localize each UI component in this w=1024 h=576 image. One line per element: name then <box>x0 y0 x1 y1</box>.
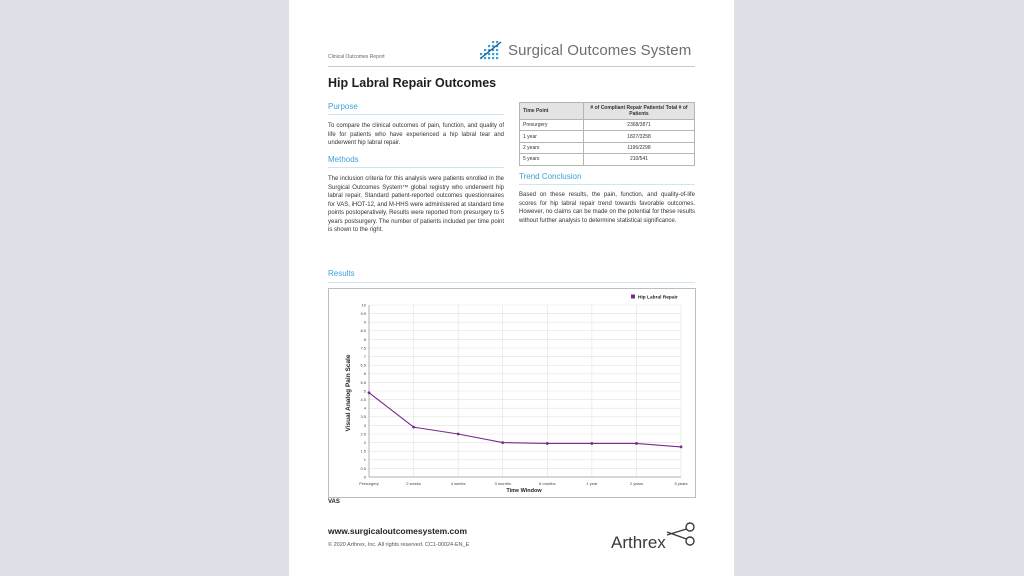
trend-heading: Trend Conclusion <box>519 172 582 181</box>
purpose-text: To compare the clinical outcomes of pain, function, and quality of life for patients who have experienced a hip labral tear and underwent hip labral repair. <box>328 123 504 146</box>
arthrex-wordmark: Arthrex <box>611 533 666 552</box>
report-type-label: Clinical Outcomes Report <box>328 54 385 60</box>
series-line <box>369 393 681 447</box>
x-tick-label: 2 years <box>629 481 643 486</box>
y-tick-label: 8 <box>363 336 366 342</box>
y-tick-label: 5 <box>363 388 366 394</box>
methods-divider <box>328 167 504 168</box>
copyright-text: © 2020 Arthrex, Inc. All rights reserved. CC1-00024-EN_E <box>328 542 470 548</box>
y-tick-label: 6.5 <box>360 362 366 368</box>
table-cell: 5 years <box>520 154 584 165</box>
y-axis-label: Visual Analog Pain Scale <box>345 354 352 432</box>
y-tick-label: 8.5 <box>360 328 366 334</box>
x-tick-label: 2 weeks <box>406 481 421 486</box>
table-row <box>520 142 695 153</box>
table-cell: 210/541 <box>584 154 695 165</box>
y-tick-label: 0.5 <box>360 465 366 471</box>
sos-logo <box>480 40 691 60</box>
x-tick-label: Presurgery <box>359 481 379 486</box>
x-tick-label: 4 weeks <box>450 481 466 486</box>
y-tick-label: 6 <box>363 371 366 377</box>
website-link[interactable]: www.surgicaloutcomesystem.com <box>328 526 468 536</box>
data-point <box>457 433 460 436</box>
brand-name: Surgical Outcomes System <box>508 41 692 59</box>
table-header-row <box>520 103 695 120</box>
y-tick-label: 2.5 <box>360 431 366 437</box>
table-cell: Presurgery <box>520 120 584 131</box>
y-tick-label: 5.5 <box>360 379 366 385</box>
results-heading: Results <box>328 269 355 278</box>
y-tick-label: 10 <box>361 302 366 308</box>
trend-divider <box>519 184 695 185</box>
y-tick-label: 2 <box>363 440 366 445</box>
y-tick-label: 1 <box>363 457 366 463</box>
data-point <box>368 391 371 394</box>
y-tick-label: 9 <box>363 319 366 325</box>
table-row <box>520 154 695 165</box>
table-cell: 2368/3871 <box>584 120 695 131</box>
header-divider <box>328 66 695 67</box>
legend-label: Hip Labral Repair <box>638 295 678 301</box>
x-tick-label: 1 year <box>586 481 598 486</box>
page-title: Hip Labral Repair Outcomes <box>328 76 497 90</box>
scissors-icon <box>667 523 694 545</box>
table-cell: 1 year <box>520 131 584 142</box>
y-tick-label: 3.5 <box>360 414 366 420</box>
y-tick-label: 0 <box>363 474 366 480</box>
y-tick-label: 9.5 <box>360 311 366 316</box>
data-point <box>680 446 683 449</box>
data-point <box>501 441 504 444</box>
y-tick-label: 4 <box>363 405 366 411</box>
x-tick-label: 3 months <box>494 481 511 486</box>
chart-caption: VAS <box>328 499 340 505</box>
y-tick-label: 7.5 <box>360 345 366 351</box>
data-point <box>546 442 549 445</box>
data-point <box>590 442 593 445</box>
table-row <box>520 131 695 142</box>
x-axis-label: Time Window <box>506 488 542 494</box>
y-tick-label: 3 <box>363 422 366 428</box>
legend-swatch <box>631 295 635 299</box>
col-header-time-point: Time Point <box>520 103 584 120</box>
purpose-heading: Purpose <box>328 102 358 111</box>
data-point <box>635 442 638 445</box>
arthrex-logo <box>611 519 701 553</box>
table-cell: 1827/3258 <box>584 131 695 142</box>
patients-table <box>519 102 695 166</box>
trend-text: Based on these results, the pain, function, and quality-of-life scores for hip labral repair trend towards favorable outcomes. However, no claims can be made on the potential for these results without further analysis to determine statistical significance. <box>519 192 695 224</box>
y-tick-label: 1.5 <box>360 448 366 454</box>
y-tick-label: 7 <box>363 354 366 359</box>
methods-text: The inclusion criteria for this analysis were patients enrolled in the Surgical Outcomes System™ global registry who underwent hip labral repair. Standard patient-reported outcomes questionnaires for VAS, iHOT-12, and M-HHS were administered at standard time points postoperatively. Results were reported from presurgery to 5 years postsurgery. The number of patients included per time point is shown to the right. <box>328 176 504 233</box>
table-row <box>520 120 695 131</box>
y-tick-label: 4.5 <box>360 397 366 402</box>
methods-heading: Methods <box>328 155 359 164</box>
table-cell: 1196/2298 <box>584 142 695 153</box>
vas-chart <box>328 288 696 498</box>
x-tick-label: 6 months <box>539 481 556 486</box>
report-page <box>289 0 734 576</box>
purpose-divider <box>328 114 504 115</box>
x-tick-label: 5 years <box>674 481 688 486</box>
results-divider <box>328 282 695 283</box>
data-point <box>412 426 415 429</box>
chart-canvas <box>329 289 695 497</box>
table-cell: 2 years <box>520 142 584 153</box>
grid-logo-icon <box>480 40 502 60</box>
col-header-patients: # of Compliant Repair Patients/ Total # of Patients <box>584 103 695 120</box>
